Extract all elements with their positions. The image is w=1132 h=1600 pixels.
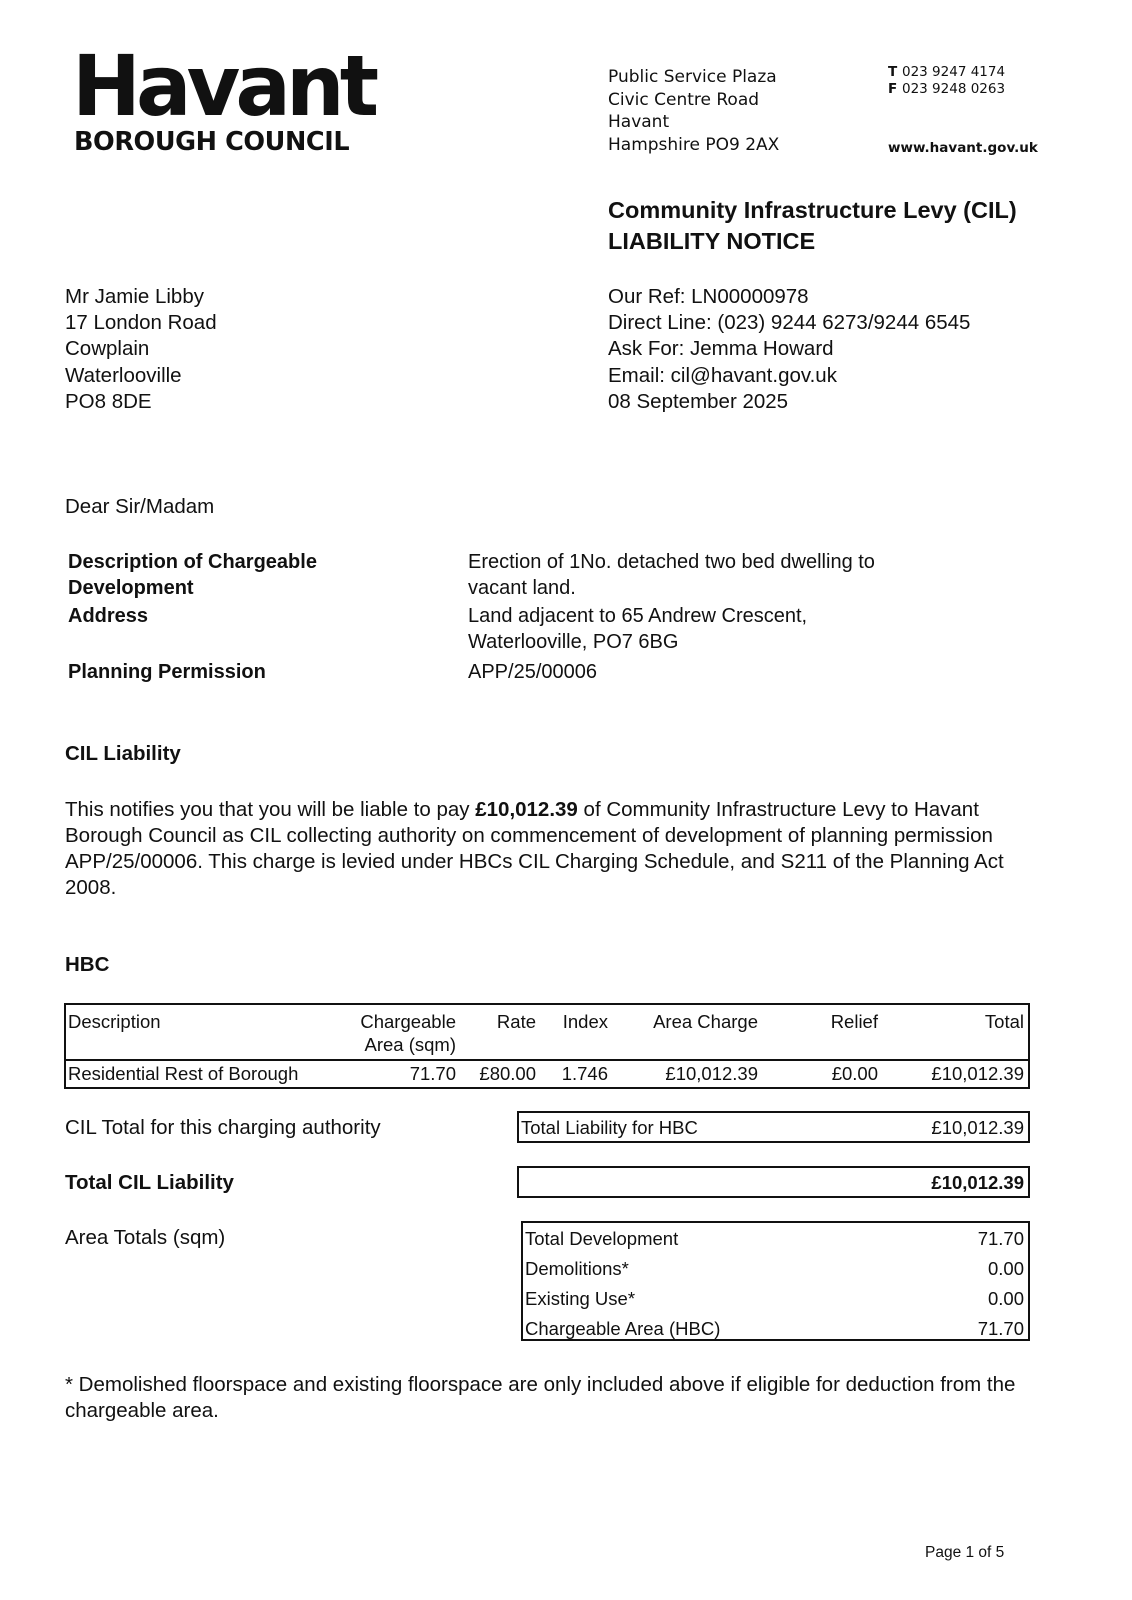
authority-total-label: CIL Total for this charging authority xyxy=(65,1116,381,1139)
area-row-value: 71.70 xyxy=(977,1318,1024,1339)
address-line: Civic Centre Road xyxy=(608,89,760,110)
notice-title-line1: Community Infrastructure Levy (CIL) xyxy=(608,197,1017,223)
council-logo-name: Havant xyxy=(72,37,375,135)
liability-amount: £10,012.39 xyxy=(475,798,578,821)
paragraph-line: 2008. xyxy=(65,876,117,899)
area-row-label: Chargeable Area (HBC) xyxy=(525,1318,721,1339)
footnote xyxy=(65,1372,1065,1424)
recipient-line: PO8 8DE xyxy=(65,389,152,413)
total-cil-label: Total CIL Liability xyxy=(65,1171,234,1194)
col-header-index: Index xyxy=(562,1011,608,1032)
area-row-value: 0.00 xyxy=(987,1288,1024,1309)
notice-title xyxy=(608,195,1017,257)
reference-block xyxy=(608,284,970,415)
contact-numbers xyxy=(888,64,1005,98)
notice-title-line2: LIABILITY NOTICE xyxy=(608,228,816,254)
col-header-total: Total xyxy=(984,1011,1024,1032)
col-header-rate: Rate xyxy=(496,1011,536,1032)
address-label: Address xyxy=(68,605,149,627)
recipient-line: Cowplain xyxy=(65,337,150,361)
col-header-area-charge: Area Charge xyxy=(653,1011,758,1032)
page-number: Page 1 of 5 xyxy=(925,1544,1005,1561)
salutation: Dear Sir/Madam xyxy=(65,495,215,518)
area-row-value: 71.70 xyxy=(977,1228,1024,1249)
row-chargeable-area: 71.70 xyxy=(409,1063,456,1084)
ask-for: Ask For: Jemma Howard xyxy=(608,337,834,361)
telephone xyxy=(888,64,1005,81)
area-totals-box xyxy=(521,1221,1030,1341)
recipient-line: 17 London Road xyxy=(65,311,217,335)
hbc-liability-value: £10,012.39 xyxy=(931,1117,1024,1138)
paragraph-line: APP/25/00006. This charge is levied under HBCs CIL Charging Schedule, and S211 of the Planning Act xyxy=(65,850,1004,873)
description-label-line: Development xyxy=(68,577,194,599)
recipient-line: Mr Jamie Libby xyxy=(65,285,204,308)
row-description: Residential Rest of Borough xyxy=(68,1063,299,1084)
paragraph-line xyxy=(65,797,1065,823)
row-rate: £80.00 xyxy=(479,1063,536,1084)
recipient-line: Waterlooville xyxy=(65,363,182,387)
council-logo-subtitle: BOROUGH COUNCIL xyxy=(74,127,350,157)
total-cil-box xyxy=(517,1166,1030,1198)
letter-date: 08 September 2025 xyxy=(608,389,789,413)
paragraph-line: Borough Council as CIL collecting authority on commencement of development of planning permission xyxy=(65,824,993,847)
row-total: £10,012.39 xyxy=(931,1063,1024,1084)
hbc-charge-table xyxy=(64,1003,1030,1089)
col-header-description: Description xyxy=(68,1011,161,1032)
row-index: 1.746 xyxy=(561,1063,608,1084)
footnote-line: chargeable area. xyxy=(65,1399,219,1422)
area-totals-label: Area Totals (sqm) xyxy=(65,1226,226,1249)
description-value xyxy=(468,549,918,601)
address-line: Public Service Plaza xyxy=(608,67,777,87)
address-value xyxy=(468,603,918,655)
description-label xyxy=(68,549,398,601)
area-row-label: Total Development xyxy=(525,1228,679,1249)
fax xyxy=(888,81,1005,98)
area-row-value: 0.00 xyxy=(987,1258,1024,1279)
col-header-chargeable-area xyxy=(360,1010,456,1056)
address-value-line: Waterlooville, PO7 6BG xyxy=(468,631,679,653)
address-line: Havant xyxy=(608,112,670,132)
row-relief: £0.00 xyxy=(831,1063,878,1084)
fax-label: F xyxy=(888,81,898,97)
permission-label: Planning Permission xyxy=(68,661,266,683)
description-label-line: Description of Chargeable xyxy=(68,551,317,573)
description-value-line: Erection of 1No. detached two bed dwelling to xyxy=(468,551,875,573)
footnote-line: * Demolished floorspace and existing floorspace are only included above if eligible for deduction from the xyxy=(65,1373,1016,1396)
hbc-liability-box xyxy=(517,1111,1030,1143)
paragraph-text: of Community Infrastructure Levy to Havant xyxy=(577,798,979,821)
hbc-liability-label: Total Liability for HBC xyxy=(521,1117,698,1138)
col-header-line: Chargeable xyxy=(360,1011,456,1032)
col-header-line: Area (sqm) xyxy=(364,1034,456,1055)
recipient-address xyxy=(65,284,217,415)
row-area-charge: £10,012.39 xyxy=(665,1063,758,1084)
area-row-label: Demolitions* xyxy=(525,1258,629,1279)
area-row-label: Existing Use* xyxy=(525,1288,636,1309)
col-header-relief: Relief xyxy=(830,1011,878,1032)
description-value-line: vacant land. xyxy=(468,577,576,599)
permission-value: APP/25/00006 xyxy=(468,661,597,683)
email: Email: cil@havant.gov.uk xyxy=(608,363,837,387)
hbc-heading: HBC xyxy=(65,953,110,976)
address-line: Hampshire PO9 2AX xyxy=(608,134,780,155)
website-link[interactable]: www.havant.gov.uk xyxy=(888,140,1038,156)
liability-paragraph xyxy=(65,797,1065,901)
address-value-line: Land adjacent to 65 Andrew Crescent, xyxy=(468,605,808,627)
fax-number: 023 9248 0263 xyxy=(902,81,1006,97)
total-cil-value: £10,012.39 xyxy=(931,1172,1024,1193)
direct-line: Direct Line: (023) 9244 6273/9244 6545 xyxy=(608,311,971,335)
table-divider xyxy=(66,1059,1028,1061)
our-ref: Our Ref: LN00000978 xyxy=(608,285,809,308)
paragraph-text: This notifies you that you will be liable to pay xyxy=(65,798,476,821)
tel-label: T xyxy=(888,64,898,80)
cil-liability-heading: CIL Liability xyxy=(65,742,181,765)
council-address xyxy=(608,66,779,156)
tel-number: 023 9247 4174 xyxy=(902,64,1006,80)
